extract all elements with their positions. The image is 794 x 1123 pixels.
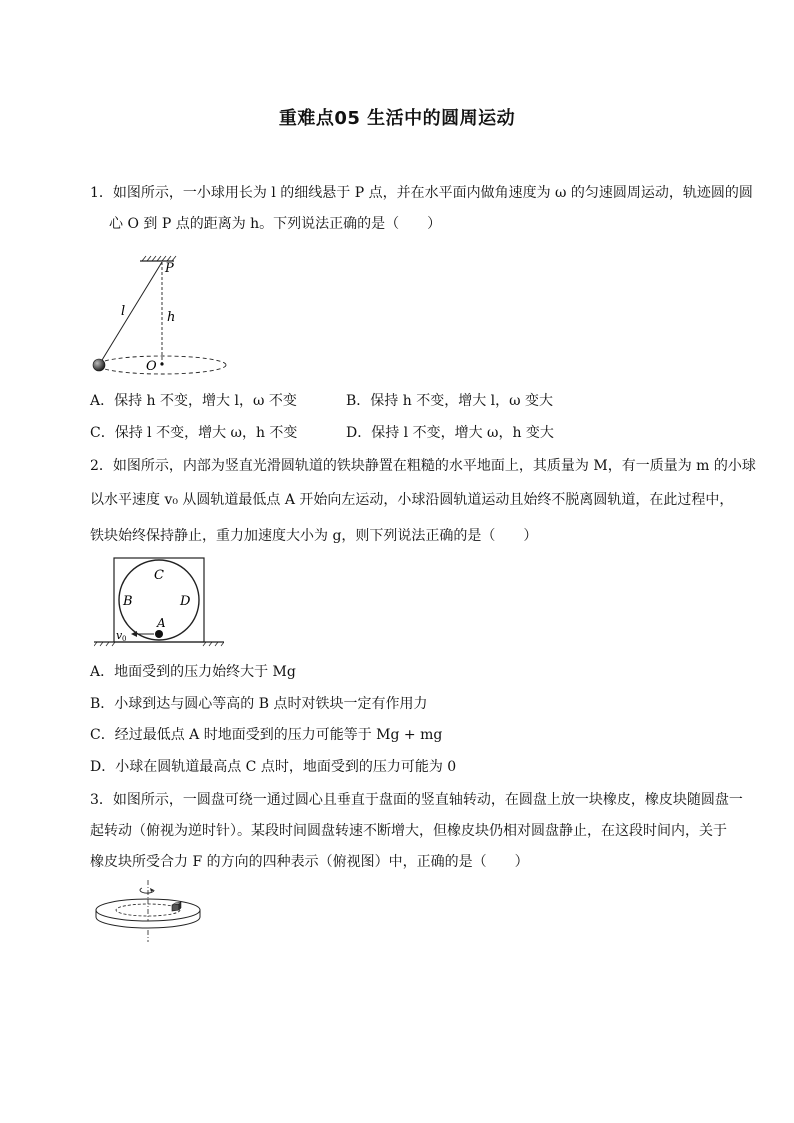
question-2-option-C: C．经过最低点 A 时地面受到的压力可能等于 Mg + mg [90,727,443,743]
question-3-line-3: 橡皮块所受合力 F 的方向的四种表示（俯视图）中，正确的是（ ） [90,854,529,870]
label-h: h [167,310,176,325]
circular-track-figure [94,553,224,649]
small-ball [155,630,163,638]
question-1-option-A: A．保持 h 不变，增大 l，ω 不变 [90,393,297,409]
question-1-line-1: 1．如图所示，一小球用长为 l 的细线悬于 P 点，并在水平面内做角速度为 ω 的匀速圆周运动，轨迹圆的圆 [90,185,753,201]
question-2-option-D: D．小球在圆轨道最高点 C 点时，地面受到的压力可能为 0 [90,759,457,775]
question-2-line-2: 以水平速度 v₀ 从圆轨道最低点 A 开始向左运动，小球沿圆轨道运动且始终不脱离圆轨道，在此过程中， [90,492,734,508]
question-2-line-1: 2．如图所示，内部为竖直光滑圆轨道的铁块静置在粗糙的水平地面上，其质量为 M，有一质量为 m 的小球 [90,458,756,474]
label-D: D [180,594,191,609]
label-P: P [165,261,174,276]
question-1-option-D: D．保持 l 不变，增大 ω，h 变大 [346,425,554,441]
label-v: v [116,629,123,642]
question-2-option-B: B．小球到达与圆心等高的 B 点时对铁块一定有作用力 [90,696,428,712]
label-l: l [121,304,126,319]
conical-pendulum-figure [86,252,236,377]
label-B: B [123,594,133,609]
question-3-line-1: 3．如图所示，一圆盘可绕一通过圆心且垂直于盘面的竖直轴转动，在圆盘上放一块橡皮，橡皮块随圆盘一 [90,792,743,808]
question-1-option-C: C．保持 l 不变，增大 ω，h 不变 [90,425,298,441]
label-A: A [157,616,166,630]
question-2-option-A: A．地面受到的压力始终大于 Mg [90,664,296,680]
question-1-option-B: B．保持 h 不变，增大 l，ω 变大 [346,393,553,409]
page-title: 重难点05 生活中的圆周运动 [278,108,516,129]
label-v-subscript: 0 [122,635,127,643]
rotating-disk-figure [92,878,204,948]
question-3-line-2: 起转动（俯视为逆时针）。某段时间圆盘转速不断增大，但橡皮块仍相对圆盘静止，在这段时间内，关于 [90,823,727,839]
label-O: O [146,359,157,374]
pendulum-ball [93,359,105,371]
question-1-line-2: 心 O 到 P 点的距离为 h。下列说法正确的是（ ） [109,216,442,232]
question-2-line-3: 铁块始终保持静止，重力加速度大小为 g，则下列说法正确的是（ ） [90,528,538,544]
label-C: C [154,568,164,583]
